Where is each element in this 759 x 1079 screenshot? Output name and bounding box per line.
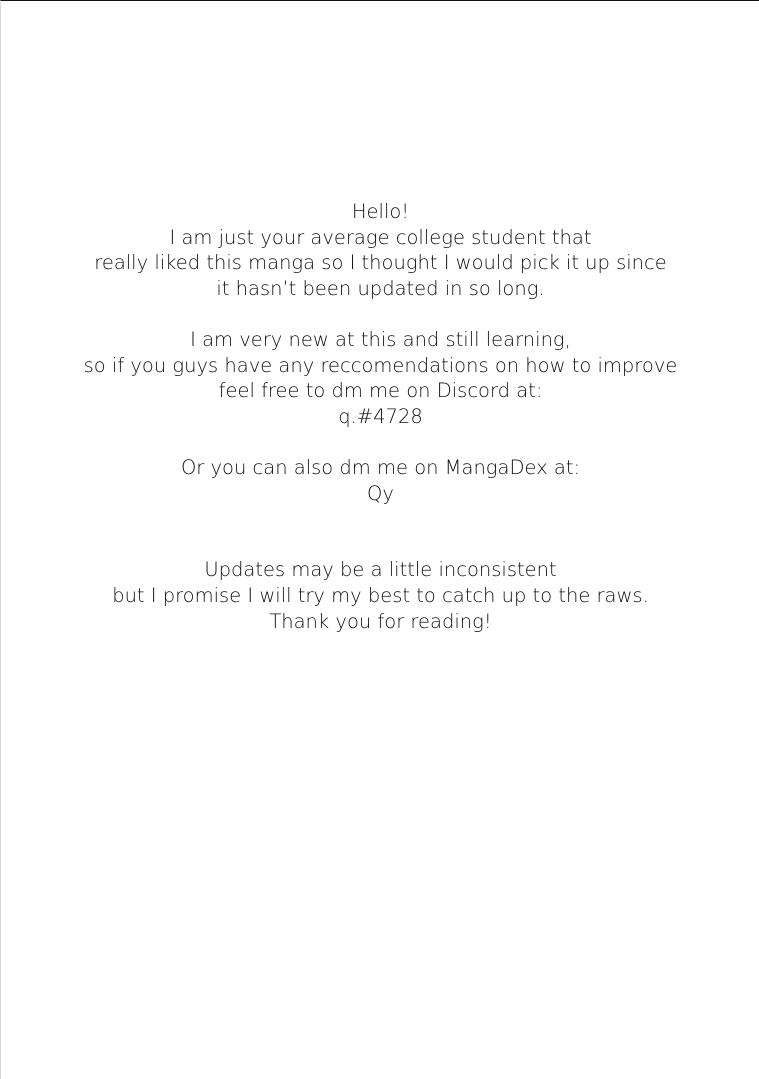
- intro-line: really liked this manga so I thought I would pick it up since: [94, 251, 667, 275]
- feedback-line: so if you guys have any reccomendations on how to improve: [83, 353, 678, 377]
- feedback-line: I am very new at this and still learning,: [190, 327, 571, 351]
- discord-handle: q.#4728: [338, 404, 423, 428]
- translator-note: [1, 199, 759, 634]
- thank-you-line: Thank you for reading!: [269, 609, 492, 633]
- intro-line: I am just your average college student that: [169, 225, 592, 249]
- closing-line: but I promise I will try my best to catch up to the raws.: [112, 583, 649, 607]
- paragraph-gap: [1, 301, 759, 327]
- paragraph-gap: [1, 429, 759, 455]
- mangadex-handle: Qy: [367, 481, 394, 505]
- greeting: Hello!: [351, 200, 410, 223]
- paragraph-gap: [1, 506, 759, 557]
- mangadex-line: Or you can also dm me on MangaDex at:: [180, 455, 581, 479]
- feedback-line: feel free to dm me on Discord at:: [218, 379, 543, 403]
- closing-line: Updates may be a little inconsistent: [204, 558, 557, 582]
- intro-line: it hasn’t been updated in so long.: [216, 276, 545, 300]
